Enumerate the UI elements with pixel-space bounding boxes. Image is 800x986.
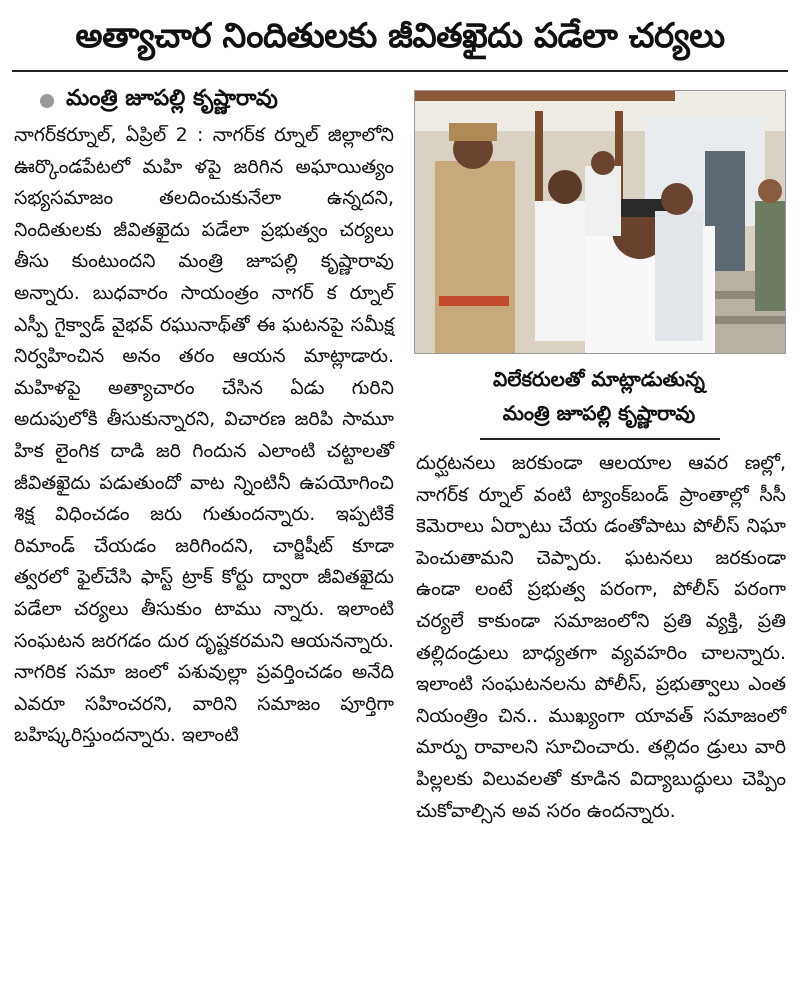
headline: అత్యాచార నిందితులకు జీవితఖైదు పడేలా చర్యలు (75, 16, 725, 56)
headline-rule (12, 70, 788, 72)
news-photo (414, 90, 786, 354)
photo-caption-line1: విలేకరులతో మాట్లాడుతున్న (493, 367, 705, 391)
byline (40, 84, 278, 118)
news-photo-image (415, 91, 785, 353)
article-right-column: దుర్ఘటనలు జరకుండా ఆలయాల ఆవర ణల్లో, నాగర్‌క ర్నూల్‌ వంటి ట్యాంక్‌బండ్‌ ప్రాంతాల్లో సీసీ కెమెరాలు ఏర్పాటు చేయ డంతోపాటు పోలీస్‌ నిఘా పెంచుతామని చెప్పారు. ఘటనలు జరకుండా ఉండా లంటే ప్రభుత్వ పరంగా, పోలీస్‌ పరంగా చర్యలే కాకుండా సమాజంలోని ప్రతి వ్యక్తి, ప్రతి తల్లిదండ్రులు బాధ్యతగా వ్యవహరిం చాలన్నారు. ఇలాంటి సంఘటనలను పోలీస్‌, ప్రభుత్వాలు ఎంత నియంత్రిం చిన.. ముఖ్యంగా యావత్‌ సమాజంలో మార్పు రావాలని సూచించారు. తల్లిదం డ్రులు వారి పిల్లలకు విలువలతో కూడిన విద్యాబుద్ధులు చెప్పిం చుకోవాల్సిన అవ సరం ఉందన్నారు. (416, 452, 786, 822)
byline-text: మంత్రి జూపల్లి కృష్ణారావు (66, 86, 278, 111)
photo-caption-line2: మంత్రి జూపల్లి కృష్ణారావు (502, 401, 696, 425)
article-left-column: నాగర్‌కర్నూల్‌, ఏప్రిల్‌ 2 : నాగర్‌క ర్నూల్‌ జిల్లాలోని ఊర్కొండపేటలో మహి ళపై జరిగిన అఘాయిత్యం సభ్యసమాజం తలదించుకునేలా ఉన్నదని, నిందితులకు జీవితఖైదు పడేలా ప్రభుత్వం చర్యలు తీసు కుంటుందని మంత్రి జూపల్లి కృష్ణారావు అన్నారు. బుధవారం సాయంత్రం నాగర్‌ క ర్నూల్‌ ఎస్పీ గైక్వాడ్‌ వైభవ్‌ రఘునాథ్‌తో ఈ ఘటనపై సమీక్ష నిర్వహించిన అనం తరం ఆయన మాట్లాడారు. మహిళపై అత్యాచారం చేసిన ఏడు గురిని అదుపులోకి తీసుకున్నారని, విచారణ జరిపి సామూ హిక లైంగిక దాడి జరి గిందున ఎలాంటి చట్టాలతో జీవితఖైదు పడుతుందో వాట న్నింటినీ ఉపయోగించి శిక్ష విధించడం జరు గుతుందన్నారు. ఇప్పటికే రిమాండ్‌ చేయడం జరిగిందని, చార్జిషీట్‌ కూడా త్వరలో ఫైల్‌చేసి ఫాస్ట్‌ ట్రాక్‌ కోర్టు ద్వారా జీవితఖైదు పడేలా చర్యలు తీసుకుం టాము న్నారు. ఇలాంటి సంఘటన జరగడం దుర దృష్టకరమని ఆయనన్నారు. నాగరిక సమా జంలో పశువుల్లా ప్రవర్తించడం అనేది ఎవరూ సహించరని, వారిని సమాజం పూర్తిగా బహిష్కరిస్తుందన్నారు. ఇలాంటి (14, 124, 394, 747)
caption-rule (480, 438, 720, 440)
photo-caption (414, 362, 784, 430)
bullet-icon (40, 94, 54, 108)
